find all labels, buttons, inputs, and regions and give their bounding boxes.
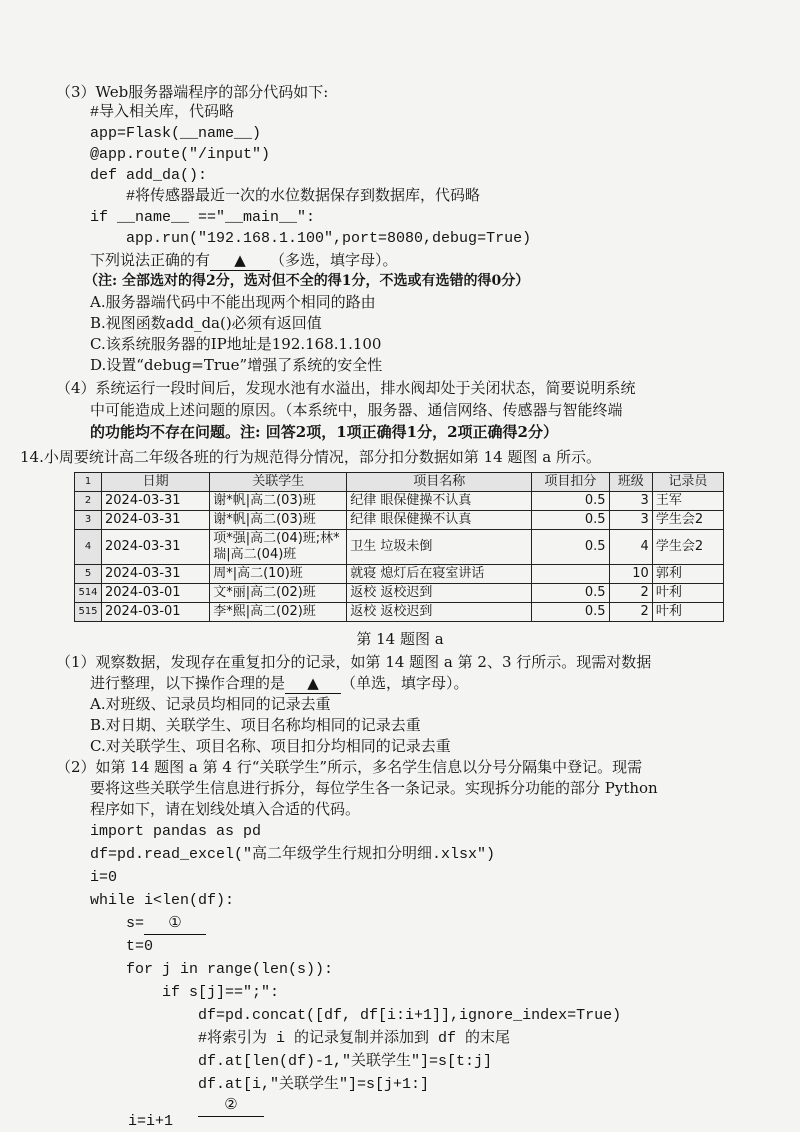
- row-number: 5: [75, 565, 102, 584]
- cell-item: 返校 返校迟到: [347, 603, 532, 622]
- cell-item: 纪律 眼保健操不认真: [347, 511, 532, 530]
- cell-score: [532, 565, 609, 584]
- q14-p1-after: （单选，填字母）。: [341, 674, 469, 692]
- cell-score: 0.5: [532, 511, 609, 530]
- row-number: 3: [75, 511, 102, 530]
- code-line: import pandas as pd: [90, 823, 262, 840]
- cell-score: 0.5: [532, 603, 609, 622]
- table-row: [75, 511, 724, 530]
- cell-recorder: 叶利: [652, 584, 723, 603]
- column-header-class: 班级: [609, 473, 652, 492]
- q3-code-line: if __name__ =="__main__":: [90, 209, 316, 226]
- q3-code-line: #导入相关库，代码略: [90, 104, 235, 121]
- deduction-table: [74, 472, 724, 622]
- cell-date: 2024-03-31: [102, 530, 210, 565]
- q4-line: 的功能均不存在问题。注: 回答2项，1项正确得1分，2项正确得2分）: [90, 423, 558, 441]
- q3-option-a: A.服务器端代码中不能出现两个相同的路由: [90, 293, 376, 311]
- table-row: [75, 603, 724, 622]
- cell-date: 2024-03-01: [102, 584, 210, 603]
- code-line: for j in range(len(s)):: [90, 961, 334, 978]
- code-line: if s[j]==";":: [90, 984, 280, 1001]
- cell-item: 卫生 垃圾未倒: [347, 530, 532, 565]
- code-line: i=0: [90, 869, 118, 886]
- cell-recorder: 学生会2: [652, 511, 723, 530]
- cell-score: 0.5: [532, 584, 609, 603]
- q3-prompt-after: （多选，填字母）。: [270, 251, 398, 269]
- q3-note: （注: 全部选对的得2分，选对但不全的得1分，不选或有选错的得0分）: [84, 273, 530, 289]
- table-header-row: [75, 473, 724, 492]
- cell-item: 返校 返校迟到: [347, 584, 532, 603]
- row-number-header: 1: [75, 473, 102, 492]
- q14-p1-line: 进行整理，以下操作合理的是: [90, 674, 286, 692]
- row-number: 515: [75, 603, 102, 622]
- table-row: [75, 530, 724, 565]
- code-line: df=pd.read_excel("高二年级学生行规扣分明细.xlsx"): [90, 846, 496, 863]
- row-number: 4: [75, 530, 102, 565]
- q4-line: （4）系统运行一段时间后，发现水池有水溢出，排水阀却处于关闭状态，简要说明系统: [56, 379, 636, 397]
- cell-student: 周*|高二(10)班: [210, 565, 347, 584]
- cell-class: 10: [609, 565, 652, 584]
- q3-code-line: @app.route("/input"): [90, 146, 271, 163]
- q3-prompt: [90, 250, 398, 271]
- cell-recorder: 郭利: [652, 565, 723, 584]
- table-row: [75, 492, 724, 511]
- column-header-recorder: 记录员: [652, 473, 723, 492]
- q3-answer-blank[interactable]: ▲: [210, 250, 270, 271]
- cell-date: 2024-03-31: [102, 492, 210, 511]
- code-line: t=0: [90, 938, 154, 955]
- code-line: [90, 914, 206, 935]
- q14-stem: 14.小周要统计高二年级各班的行为规范得分情况，部分扣分数据如第 14 题图 a 所示。: [20, 448, 601, 466]
- q4-line: 中可能造成上述问题的原因。（本系统中，服务器、通信网络、传感器与智能终端: [90, 401, 623, 419]
- cell-item: 纪律 眼保健操不认真: [347, 492, 532, 511]
- cell-date: 2024-03-01: [102, 603, 210, 622]
- cell-class: 2: [609, 584, 652, 603]
- code-line: df=pd.concat([df, df[i:i+1]],ignore_index=True): [90, 1007, 622, 1024]
- cell-student: 谢*帆|高二(03)班: [210, 492, 347, 511]
- row-number: 2: [75, 492, 102, 511]
- q14-p1-answer-blank[interactable]: ▲: [285, 673, 341, 694]
- q3-stem: （3）Web服务器端程序的部分代码如下:: [56, 83, 329, 101]
- q3-code-line: def add_da():: [90, 167, 208, 184]
- q14-p1-option-b: B.对日期、关联学生、项目名称均相同的记录去重: [90, 716, 421, 734]
- table-row: [75, 584, 724, 603]
- q14-p1-option-c: C.对关联学生、项目名称、项目扣分均相同的记录去重: [90, 737, 451, 755]
- q14-p2-line: 要将这些关联学生信息进行拆分，每位学生各一条记录。实现拆分功能的部分 Python: [90, 779, 658, 797]
- code-line: df.at[i,"关联学生"]=s[j+1:]: [90, 1076, 430, 1093]
- q3-code-line: #将传感器最近一次的水位数据保存到数据库，代码略: [90, 188, 481, 205]
- q14-p1-line: （1）观察数据，发现存在重复扣分的记录，如第 14 题图 a 第 2、3 行所示。现需对数据: [56, 653, 652, 671]
- table-row: [75, 565, 724, 584]
- q14-p2-line: 程序如下，请在划线处填入合适的代码。: [90, 800, 361, 818]
- code-line-s: s=: [90, 915, 145, 932]
- cell-recorder: 学生会2: [652, 530, 723, 565]
- code-line: while i<len(df):: [90, 892, 235, 909]
- cell-class: 4: [609, 530, 652, 565]
- code-blank-line: [198, 1096, 264, 1117]
- cell-class: 3: [609, 511, 652, 530]
- code-line: df.at[len(df)-1,"关联学生"]=s[t:j]: [90, 1053, 493, 1070]
- code-blank-2[interactable]: ②: [198, 1096, 264, 1117]
- q3-code-line: app=Flask(__name__): [90, 125, 262, 142]
- cell-date: 2024-03-31: [102, 511, 210, 530]
- q3-option-d: D.设置“debug=True”增强了系统的安全性: [90, 356, 383, 374]
- code-blank-1[interactable]: ①: [144, 914, 206, 935]
- cell-student: 谢*帆|高二(03)班: [210, 511, 347, 530]
- cell-class: 2: [609, 603, 652, 622]
- cell-date: 2024-03-31: [102, 565, 210, 584]
- cell-student: 李*熙|高二(02)班: [210, 603, 347, 622]
- q14-p1-option-a: A.对班级、记录员均相同的记录去重: [90, 695, 331, 713]
- q3-code-line: app.run("192.168.1.100",port=8080,debug=True): [90, 230, 532, 247]
- column-header-item: 项目名称: [347, 473, 532, 492]
- cell-class: 3: [609, 492, 652, 511]
- cell-recorder: 王军: [652, 492, 723, 511]
- cell-score: 0.5: [532, 530, 609, 565]
- q3-option-c: C.该系统服务器的IP地址是192.168.1.100: [90, 335, 382, 353]
- figure-caption: 第 14 题图 a: [356, 630, 444, 648]
- cell-score: 0.5: [532, 492, 609, 511]
- cell-student: 项*强|高二(04)班;林*瑞|高二(04)班: [210, 530, 347, 565]
- q3-prompt-before: 下列说法正确的有: [90, 251, 211, 269]
- column-header-date: 日期: [102, 473, 210, 492]
- q14-p2-line: （2）如第 14 题图 a 第 4 行“关联学生”所示，多名学生信息以分号分隔集中登记。现需: [56, 758, 643, 776]
- code-comment: #将索引为 i 的记录复制并添加到 df 的末尾: [90, 1030, 511, 1047]
- cell-item: 就寝 熄灯后在寝室讲话: [347, 565, 532, 584]
- column-header-score: 项目扣分: [532, 473, 609, 492]
- code-line: i=i+1: [128, 1113, 174, 1130]
- cell-student: 文*丽|高二(02)班: [210, 584, 347, 603]
- column-header-student: 关联学生: [210, 473, 347, 492]
- q3-option-b: B.视图函数add_da()必须有返回值: [90, 314, 322, 332]
- cell-recorder: 叶利: [652, 603, 723, 622]
- row-number: 514: [75, 584, 102, 603]
- q14-p1-prompt: [90, 673, 469, 694]
